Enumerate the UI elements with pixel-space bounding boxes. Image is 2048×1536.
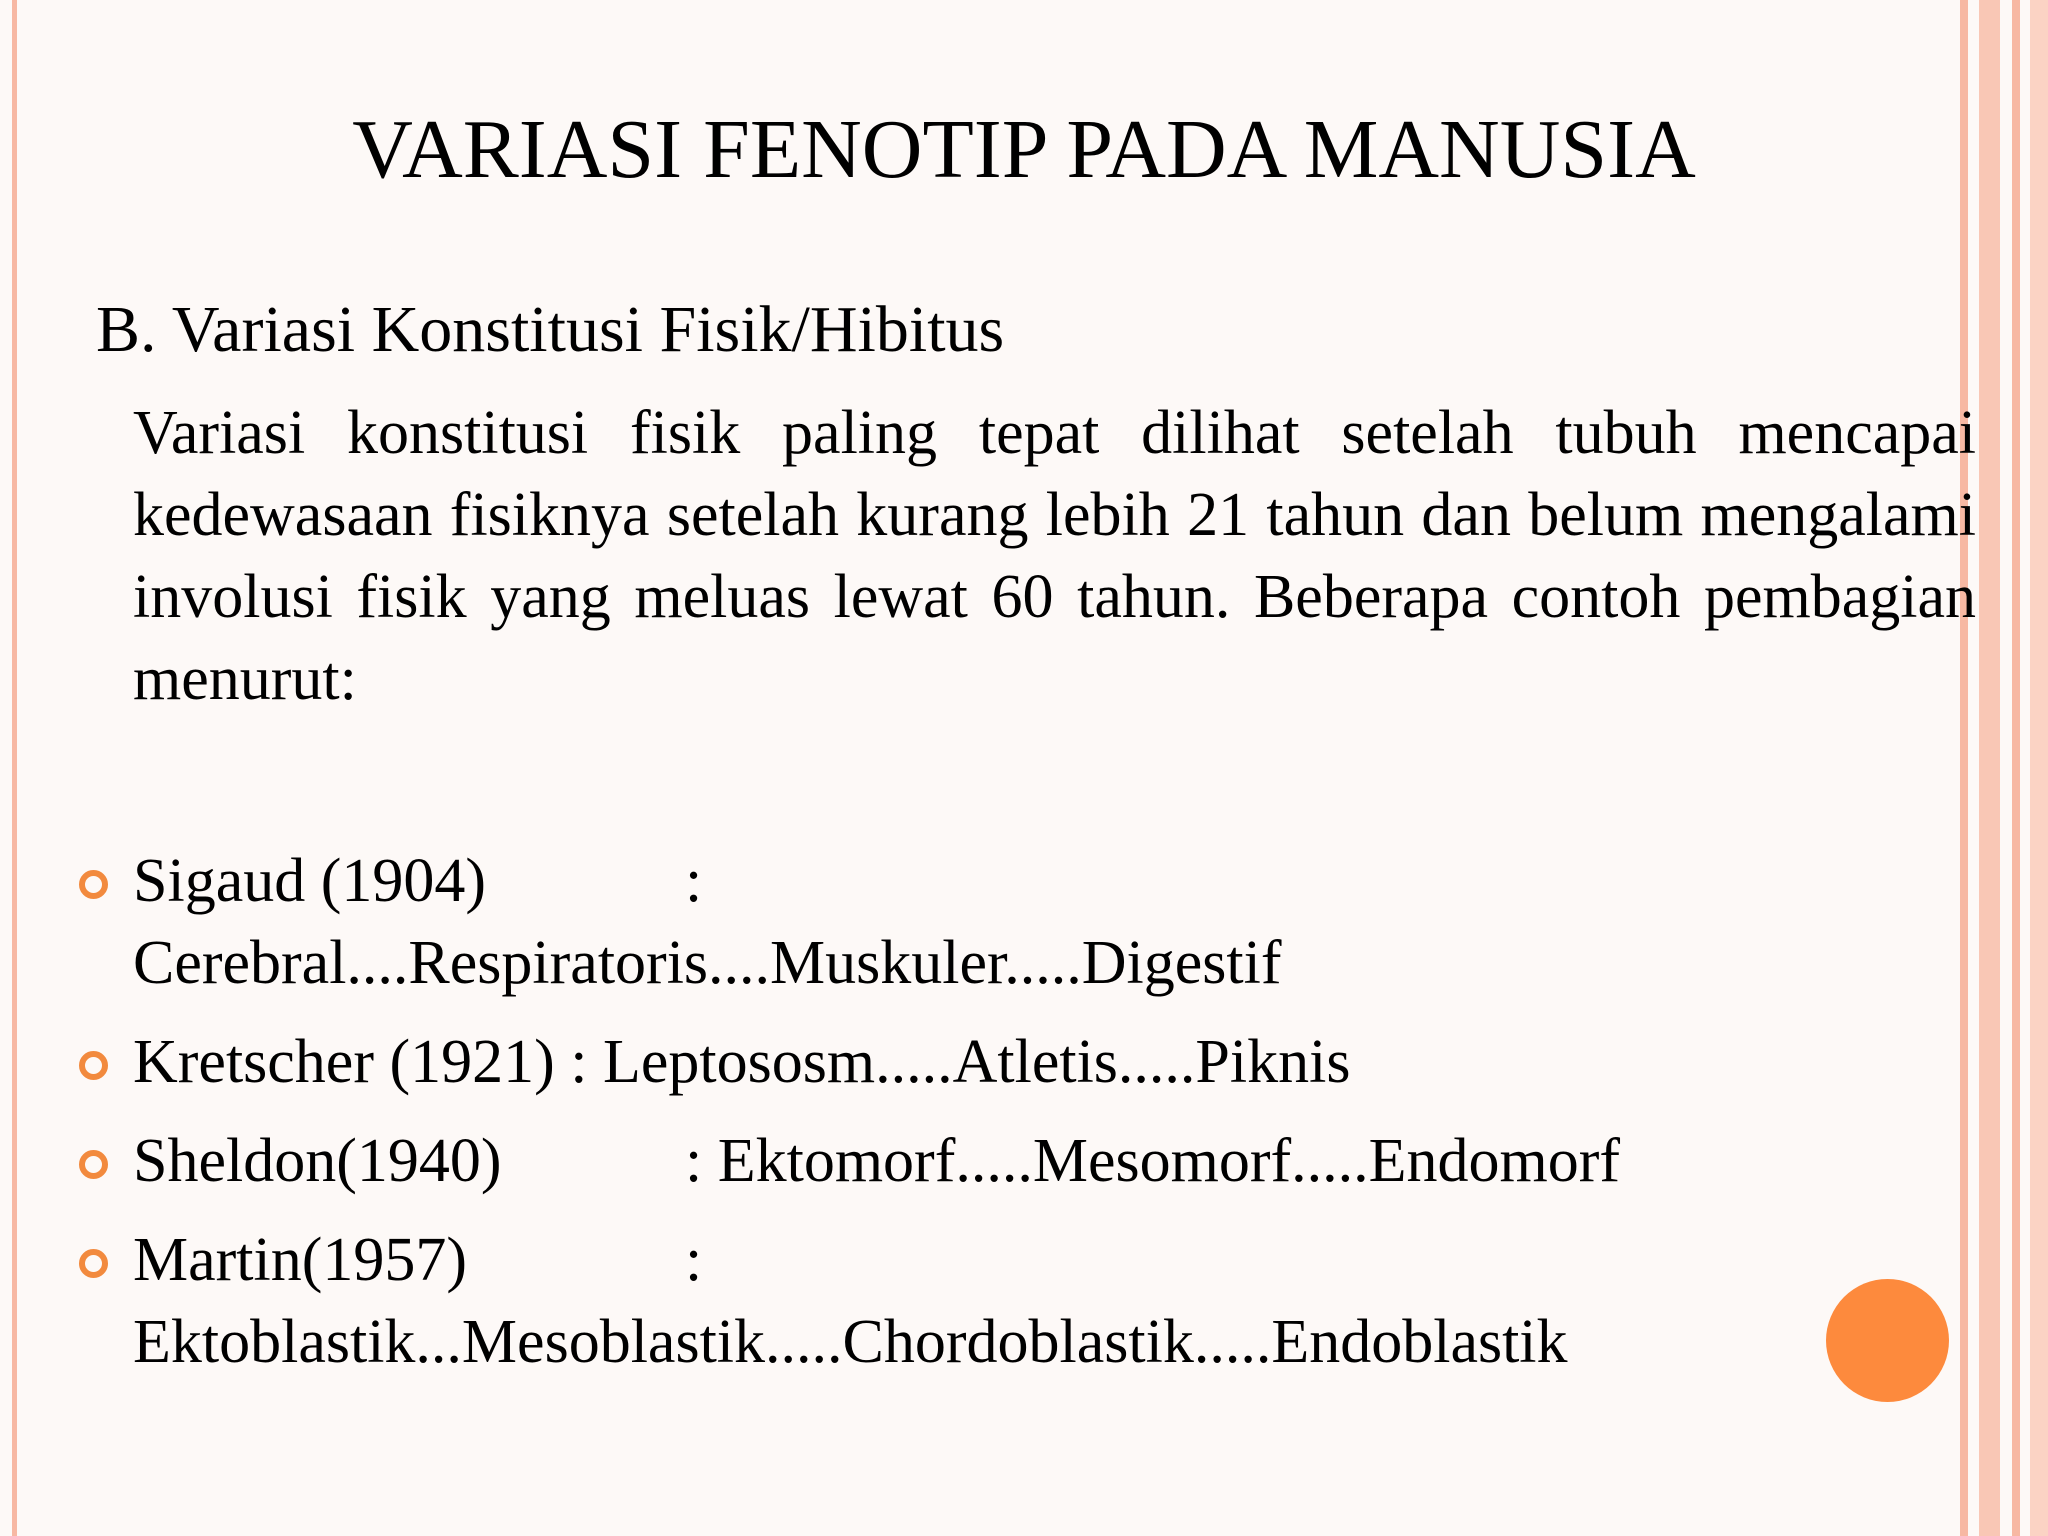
right-border-stripe <box>2030 0 2048 1536</box>
list-item-kretscher <box>0 1021 1940 1103</box>
right-border-stripe <box>1979 0 2000 1536</box>
hollow-circle-bullet-icon <box>79 1051 108 1080</box>
list-item-sigaud <box>0 840 1940 1004</box>
classification-list <box>0 840 1940 1400</box>
section-subheading: B. Variasi Konstitusi Fisik/Hibitus <box>96 293 1005 366</box>
orange-circle-decoration <box>1826 1279 1949 1402</box>
classification-separator: : <box>570 1028 588 1096</box>
classification-types: Cerebral....Respiratoris....Muskuler.....Digestif <box>133 929 1282 997</box>
classification-author: Kretscher (1921) <box>133 1028 555 1096</box>
classification-separator: : <box>685 1226 703 1294</box>
classification-types: Ektomorf.....Mesomorf.....Endomorf <box>717 1127 1621 1195</box>
classification-types: Ektoblastik...Mesoblastik.....Chordoblastik.....Endoblastik <box>133 1308 1568 1376</box>
classification-separator: : <box>685 847 703 915</box>
hollow-circle-bullet-icon <box>79 870 108 899</box>
body-paragraph: Variasi konstitusi fisik paling tepat dilihat setelah tubuh mencapai kedewasaan fisiknya setelah kurang lebih 21 tahun dan belum mengalami involusi fisik yang meluas lewat 60 tahun. Beberapa contoh pembagian menurut: <box>133 399 1976 713</box>
slide-title: VARIASI FENOTIP PADA MANUSIA <box>352 103 1696 196</box>
hollow-circle-bullet-icon <box>79 1249 108 1278</box>
classification-author: Sigaud (1904) <box>133 847 487 915</box>
hollow-circle-bullet-icon <box>79 1150 108 1179</box>
classification-types: Leptososm.....Atletis.....Piknis <box>603 1028 1351 1096</box>
classification-author: Martin(1957) <box>133 1226 468 1294</box>
right-border-stripe <box>1960 0 1968 1536</box>
classification-author: Sheldon(1940) <box>133 1127 502 1195</box>
right-border-stripe <box>2012 0 2020 1536</box>
classification-separator: : <box>685 1127 703 1195</box>
list-item-sheldon <box>0 1120 1940 1202</box>
list-item-martin <box>0 1219 1940 1383</box>
